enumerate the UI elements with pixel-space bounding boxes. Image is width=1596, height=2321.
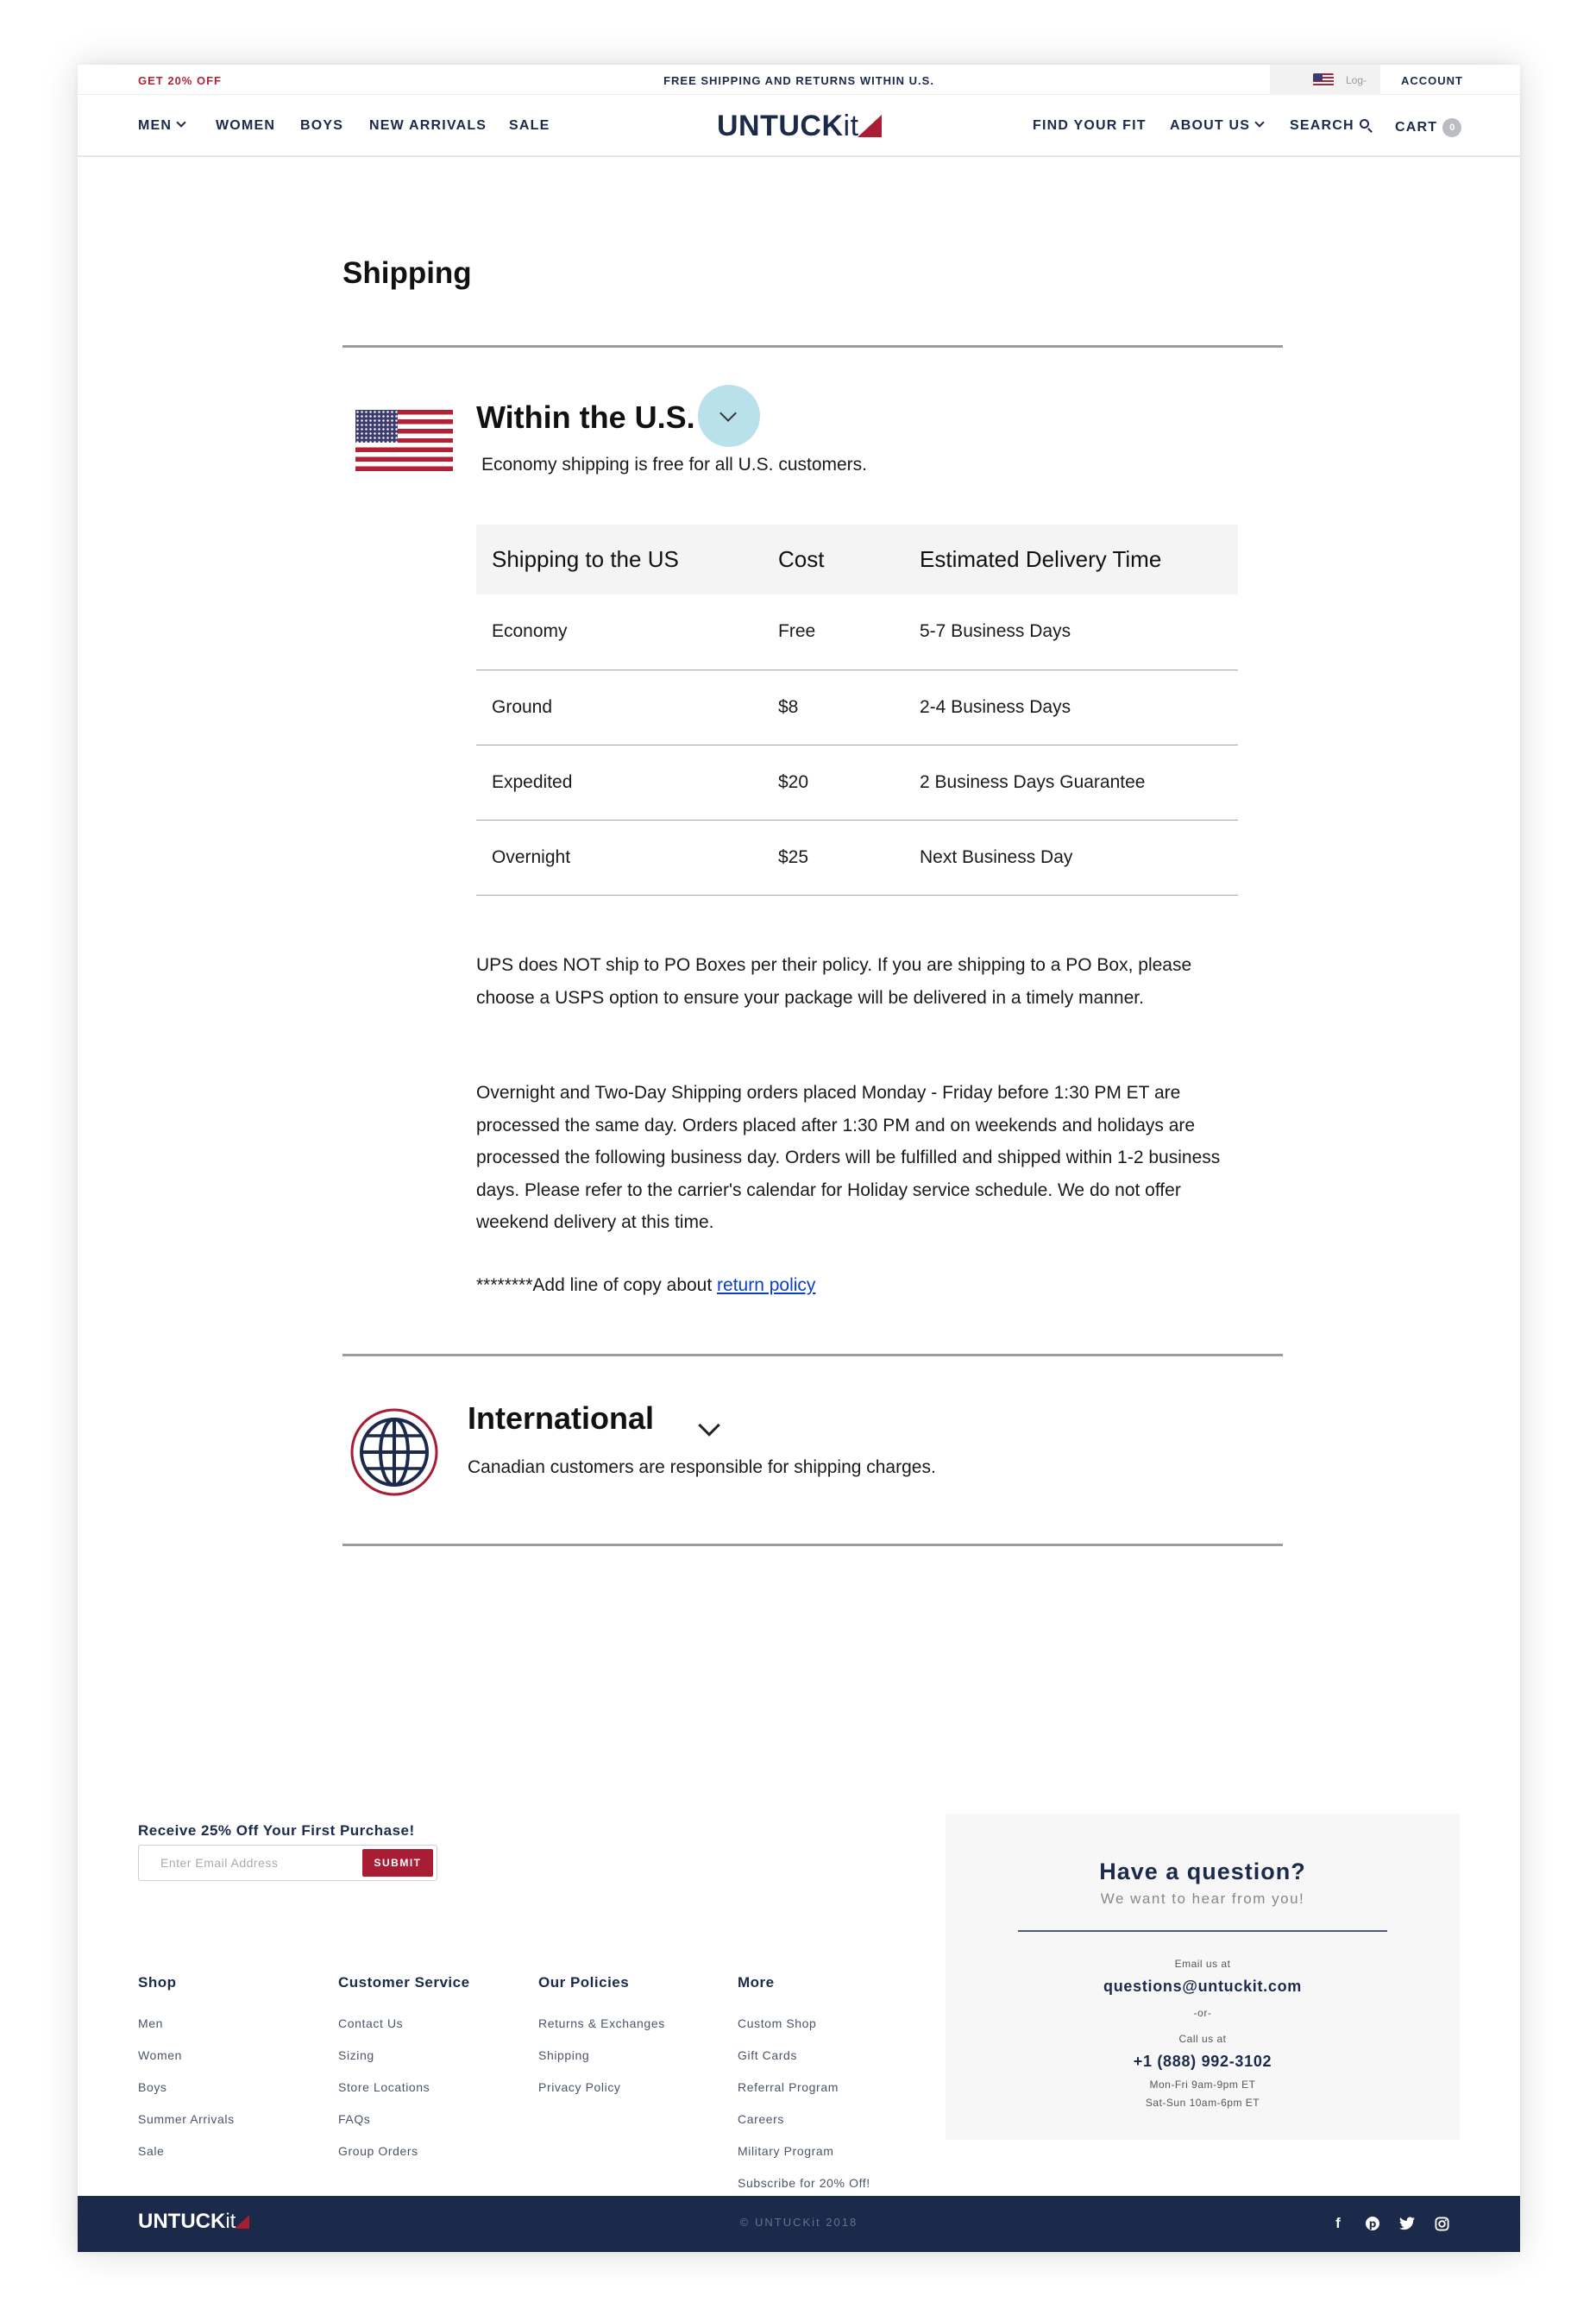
shipping-cost-cell: $20	[778, 745, 920, 820]
search-icon	[1360, 119, 1369, 129]
footer-link[interactable]: Summer Arrivals	[138, 2112, 235, 2126]
shipping-cost-cell: $8	[778, 670, 920, 745]
footer-column-our-policies	[538, 1974, 728, 2104]
footer-link[interactable]: Returns & Exchanges	[538, 2016, 665, 2030]
footer-link[interactable]: Custom Shop	[738, 2016, 817, 2030]
footer-column-heading: More	[738, 1974, 775, 1991]
shipping-rates-table	[476, 525, 1238, 896]
shipping-method-cell: Overnight	[476, 820, 778, 895]
main-nav	[78, 95, 1520, 157]
footer-link[interactable]: Gift Cards	[738, 2048, 798, 2062]
nav-cart[interactable]	[1395, 118, 1461, 137]
contact-divider	[1018, 1930, 1387, 1932]
footer-link[interactable]: Group Orders	[338, 2144, 418, 2158]
chevron-down-icon	[1254, 117, 1264, 127]
contact-title: Have a question?	[1099, 1859, 1306, 1884]
footer-link[interactable]: Store Locations	[338, 2080, 430, 2094]
nav-men-label: MEN	[138, 118, 173, 133]
footer-link[interactable]: Contact Us	[338, 2016, 404, 2030]
footer-link[interactable]: Shipping	[538, 2048, 590, 2062]
footer-link[interactable]: Subscribe for 20% Off!	[738, 2176, 870, 2190]
contact-subtitle: We want to hear from you!	[1100, 1890, 1305, 1907]
intl-section-subtitle: Canadian customers are responsible for shipping charges.	[468, 1457, 936, 1477]
table-header: Estimated Delivery Time	[920, 525, 1238, 594]
footer-logo-text: UNTUCK	[138, 2210, 226, 2233]
footer-column-shop	[138, 1974, 328, 2167]
footer-column-heading: Customer Service	[338, 1974, 470, 1991]
contact-box	[946, 1814, 1460, 2140]
return-policy-note	[476, 1269, 1235, 1302]
nav-find-your-fit[interactable]: FIND YOUR FIT	[1033, 118, 1147, 133]
promo-discount-link[interactable]: GET 20% OFF	[138, 74, 222, 87]
section-divider	[342, 1354, 1283, 1356]
email-input[interactable]	[140, 1846, 361, 1879]
call-label: Call us at	[1178, 2033, 1227, 2045]
delivery-time-cell: 5-7 Business Days	[920, 594, 1238, 670]
login-link[interactable]: Log-	[1346, 74, 1367, 86]
us-section-title[interactable]: Within the U.S.	[476, 399, 695, 435]
delivery-time-cell: Next Business Day	[920, 820, 1238, 895]
footer-link[interactable]: Careers	[738, 2112, 784, 2126]
svg-text:p: p	[1368, 2217, 1377, 2230]
chevron-down-icon	[719, 405, 737, 422]
section-divider	[342, 345, 1283, 348]
table-row	[476, 745, 1238, 820]
footer-link[interactable]: Privacy Policy	[538, 2080, 621, 2094]
table-row	[476, 594, 1238, 670]
nav-sale[interactable]: SALE	[509, 118, 550, 133]
untuckit-logo[interactable]	[717, 110, 882, 143]
footer-link[interactable]: Military Program	[738, 2144, 834, 2158]
nav-women[interactable]: WOMEN	[216, 118, 276, 133]
us-flag-icon	[355, 410, 453, 471]
table-header: Shipping to the US	[476, 525, 778, 594]
footer-bar	[78, 2196, 1520, 2252]
page-title: Shipping	[342, 256, 472, 290]
instagram-icon[interactable]	[1430, 2212, 1453, 2235]
shipping-cost-cell: Free	[778, 594, 920, 670]
footer-column-customer-service	[338, 1974, 528, 2167]
footer-link[interactable]: Men	[138, 2016, 164, 2030]
globe-icon	[349, 1407, 439, 1497]
footer-link[interactable]: Boys	[138, 2080, 167, 2094]
footer-link[interactable]: Sizing	[338, 2048, 374, 2062]
nav-about-us[interactable]	[1170, 118, 1263, 134]
newsletter-form	[138, 1845, 437, 1881]
po-box-note: UPS does NOT ship to PO Boxes per their policy. If you are shipping to a PO Box, please choose a USPS option to ensure your package will be delivered in a timely manner.	[476, 955, 1192, 1008]
table-row	[476, 670, 1238, 745]
promo-bar	[78, 65, 1520, 95]
facebook-icon[interactable]: f	[1335, 2215, 1341, 2231]
email-label: Email us at	[1174, 1958, 1231, 1970]
shipping-method-cell: Ground	[476, 670, 778, 745]
contact-phone-link[interactable]: +1 (888) 992-3102	[1133, 2053, 1272, 2070]
table-header-row	[476, 525, 1238, 594]
nav-about-label: ABOUT US	[1170, 118, 1251, 133]
page-frame	[78, 65, 1520, 2252]
account-link[interactable]: ACCOUNT	[1401, 74, 1463, 87]
promo-shipping-message: FREE SHIPPING AND RETURNS WITHIN U.S.	[663, 74, 934, 87]
or-separator: -or-	[1193, 2007, 1212, 2019]
section-divider	[342, 1544, 1283, 1546]
table-header: Cost	[778, 525, 920, 594]
login-box[interactable]	[1270, 65, 1380, 95]
nav-cart-label: CART	[1395, 120, 1438, 135]
nav-search[interactable]	[1290, 118, 1369, 134]
footer-link[interactable]: Sale	[138, 2144, 165, 2158]
footer-column-heading: Shop	[138, 1974, 177, 1991]
logo-text: UNTUCK	[717, 110, 844, 142]
pinterest-icon[interactable]	[1361, 2212, 1384, 2235]
copyright: © UNTUCKit 2018	[739, 2216, 858, 2229]
shipping-method-cell: Expedited	[476, 745, 778, 820]
nav-new-arrivals[interactable]: NEW ARRIVALS	[369, 118, 487, 133]
logo-sail-icon	[858, 115, 882, 137]
footer-column-more	[738, 1974, 927, 2199]
twitter-icon[interactable]	[1396, 2212, 1418, 2235]
shipping-cost-cell: $25	[778, 820, 920, 895]
nav-search-label: SEARCH	[1290, 118, 1354, 133]
footer-logo-suffix: it	[225, 2210, 236, 2233]
account-area	[1270, 65, 1520, 95]
newsletter-title: Receive 25% Off Your First Purchase!	[138, 1822, 415, 1839]
footer-link[interactable]: Women	[138, 2048, 182, 2062]
return-policy-prefix: ********Add line of copy about	[476, 1275, 718, 1295]
weekend-hours: Sat-Sun 10am-6pm ET	[1145, 2097, 1260, 2109]
contact-email-link[interactable]: questions@untuckit.com	[1103, 1978, 1302, 1995]
return-policy-link[interactable]: return policy	[717, 1275, 816, 1295]
nav-men[interactable]	[138, 118, 185, 134]
intl-section-title[interactable]: International	[468, 1400, 655, 1436]
cart-count-badge: 0	[1442, 118, 1461, 137]
us-section-toggle[interactable]	[698, 385, 760, 447]
processing-times-note: Overnight and Two-Day Shipping orders placed Monday - Friday before 1:30 PM ET are processed the same day. Orders placed after 1:30 PM and on weekends and holidays are processed the following business day. Orders will be fulfilled and shipped within 1-2 business days. Please refer to the carrier's calendar for Holiday service schedule. We do not offer weekend delivery at this time.	[476, 1083, 1221, 1232]
table-row	[476, 820, 1238, 895]
footer-column-heading: Our Policies	[538, 1974, 630, 1991]
logo-suffix: it	[843, 110, 859, 142]
delivery-time-cell: 2-4 Business Days	[920, 670, 1238, 745]
chevron-down-icon	[176, 117, 185, 127]
us-section-subtitle: Economy shipping is free for all U.S. customers.	[481, 455, 868, 475]
nav-boys[interactable]: BOYS	[300, 118, 344, 133]
delivery-time-cell: 2 Business Days Guarantee	[920, 745, 1238, 820]
us-flag-icon	[1313, 73, 1334, 87]
shipping-method-cell: Economy	[476, 594, 778, 670]
weekday-hours: Mon-Fri 9am-9pm ET	[1149, 2079, 1256, 2091]
submit-button[interactable]: SUBMIT	[362, 1849, 433, 1877]
footer-link[interactable]: FAQs	[338, 2112, 371, 2126]
chevron-down-icon[interactable]	[698, 1414, 719, 1436]
footer-link[interactable]: Referral Program	[738, 2080, 839, 2094]
